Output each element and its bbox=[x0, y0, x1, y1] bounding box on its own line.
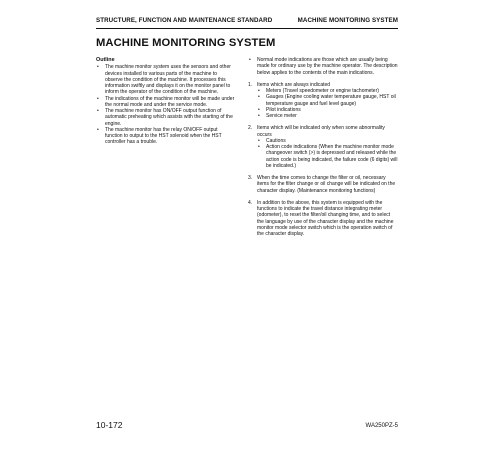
sub-bullet-text: Action code indications (When the machine monitor mode changeover switch (>) is depressed and released while the action code is being indicated, the failure code (6 digits) will be indicated.) bbox=[266, 144, 398, 169]
outline-heading: Outline bbox=[96, 57, 115, 63]
bullet-icon: • bbox=[258, 94, 260, 101]
outline-bullet-text: The indications of the machine monitor will be made under the normal mode and under the service mode. bbox=[105, 95, 235, 108]
sub-bullet-text: Gauges (Engine cooling water temperature gauge, HST oil temperature gauge and fuel level gauge) bbox=[266, 94, 396, 107]
sub-bullet bbox=[257, 94, 398, 107]
bullet-icon: • bbox=[258, 137, 260, 144]
item-number: 2. bbox=[248, 125, 253, 132]
outline-bullet bbox=[96, 108, 236, 127]
outline-bullet bbox=[96, 64, 236, 95]
header-section-title: STRUCTURE, FUNCTION AND MAINTENANCE STANDARD bbox=[96, 17, 273, 24]
item-text: Items which will be indicated only when some abnormality occurs bbox=[257, 125, 385, 138]
left-column bbox=[96, 57, 236, 146]
item-number: 3. bbox=[248, 175, 253, 181]
bullet-icon: • bbox=[258, 88, 260, 94]
page-number: 10-172 bbox=[96, 420, 123, 430]
outline-bullet bbox=[96, 127, 236, 146]
sub-bullet-text: Pilot indications bbox=[266, 106, 301, 113]
numbered-item-3 bbox=[248, 175, 398, 194]
intro-bullet bbox=[248, 57, 398, 76]
page-title: MACHINE MONITORING SYSTEM bbox=[96, 37, 276, 49]
header-rule bbox=[96, 28, 398, 29]
sub-bullet-text: Service meter bbox=[266, 113, 297, 119]
bullet-icon: • bbox=[249, 57, 251, 63]
intro-text: Normal mode indications are those which are usually being made for ordinary use by the machine operator. The description below applies to the contents of the main indications. bbox=[257, 57, 398, 76]
outline-bullet-text: The machine monitor has the relay ON/OFF output function to output to the HST solenoid when the HST controller has a trouble. bbox=[105, 126, 222, 146]
outline-bullet bbox=[96, 96, 236, 109]
sub-bullet bbox=[257, 113, 398, 119]
bullet-icon: • bbox=[258, 113, 260, 119]
model-code: WA250PZ-5 bbox=[365, 423, 398, 429]
bullet-icon: • bbox=[97, 95, 99, 102]
right-column bbox=[248, 57, 398, 237]
bullet-icon: • bbox=[97, 64, 99, 71]
header-chapter-title: MACHINE MONITORING SYSTEM bbox=[297, 17, 398, 24]
bullet-icon: • bbox=[97, 108, 99, 114]
item-number: 1. bbox=[248, 81, 253, 88]
bullet-icon: • bbox=[258, 106, 260, 113]
sub-bullet-text: Meters (Travel speedometer or engine tachometer) bbox=[266, 88, 379, 94]
sub-bullet bbox=[257, 144, 398, 169]
sub-bullet-text: Cautions bbox=[266, 137, 286, 144]
outline-bullet-text: The machine monitor system uses the sensors and other devices installed to various parts of the machine to observe the condition of the machine. It processes this information swiftly and displays it on the monitor panel to inform the operator of the condition of the machine. bbox=[105, 64, 231, 96]
item-number: 4. bbox=[248, 199, 253, 206]
numbered-item-1 bbox=[248, 82, 398, 120]
item-text: When the time comes to change the filter or oil, necessary items for the filter change or oil change will be indicated on the character display. (Maintenance monitoring functions) bbox=[257, 175, 396, 194]
bullet-icon: • bbox=[258, 144, 260, 150]
outline-bullet-text: The machine monitor has ON/OFF output function of automatic preheating which assists with the starting of the engine. bbox=[105, 108, 233, 127]
numbered-item-2 bbox=[248, 125, 398, 169]
item-text: In addition to the above, this system is equipped with the functions to indicate the travel distance integrating meter (odometer), to reset the filter/oil changing time, and to select the language by use of the character display and the machine monitor mode selector switch which is the operation switch of the character display. bbox=[257, 199, 394, 237]
bullet-icon: • bbox=[97, 126, 99, 133]
item-text: Items which are always indicated bbox=[257, 81, 331, 88]
numbered-item-4 bbox=[248, 200, 398, 238]
